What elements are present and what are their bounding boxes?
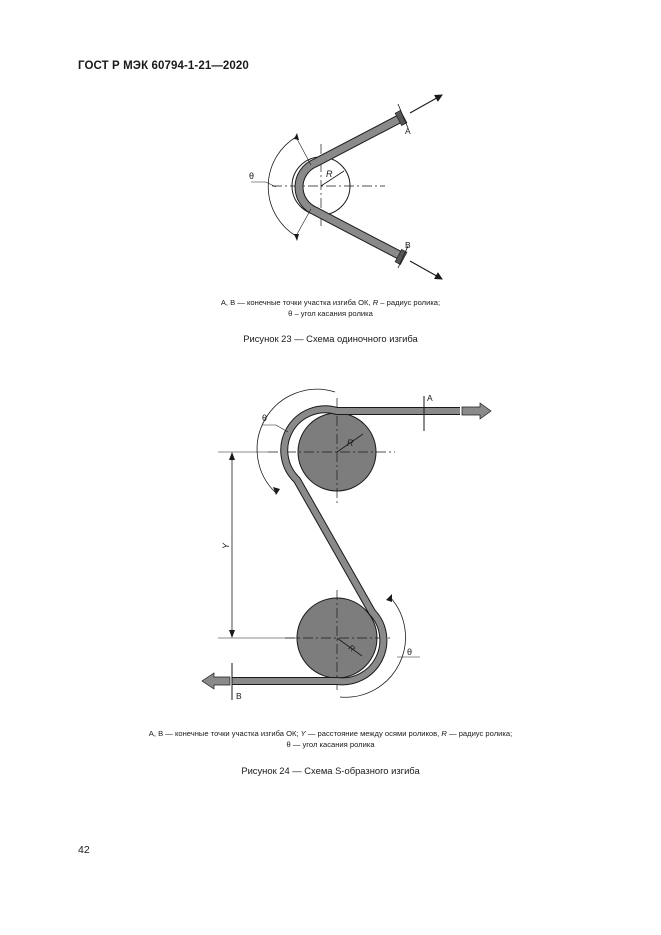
label-r: R — [326, 169, 333, 179]
label-theta-bottom: θ — [407, 647, 413, 657]
figure-23-single-bend — [249, 95, 442, 279]
page-number: 42 — [78, 844, 90, 856]
label-b: B — [236, 691, 242, 701]
arrow-a — [410, 95, 442, 113]
document-header: ГОСТ Р МЭК 60794-1-21—2020 — [78, 60, 249, 72]
label-a: A — [405, 126, 411, 136]
cable-bent — [299, 117, 403, 257]
label-r-bottom: R — [346, 643, 357, 654]
label-b: B — [405, 240, 411, 250]
figure-23-legend: A, B — конечные точки участка изгиба ОК, R – радиус ролика; θ – угол касания ролика — [220, 298, 441, 318]
arrow-b-thick — [202, 673, 230, 689]
radius-line — [321, 171, 344, 186]
label-theta-top: θ — [262, 413, 268, 423]
figure-24-caption: Рисунок 24 — Схема S-образного изгиба — [241, 765, 420, 776]
label-r-top: R — [347, 438, 354, 448]
figure-24-legend: A, B — конечные точки участка изгиба ОК; Y — расстояние между осями роликов, R — радиус ролика; θ — угол касания ролика — [148, 729, 513, 749]
figure-24-s-bend — [202, 389, 491, 701]
label-a: A — [427, 393, 433, 403]
arrow-b — [410, 261, 442, 279]
label-y: Y — [221, 542, 231, 549]
arrow-a-thick — [462, 403, 491, 419]
figure-23-caption: Рисунок 23 — Схема одиночного изгиба — [243, 333, 418, 344]
label-theta: θ — [249, 171, 255, 181]
